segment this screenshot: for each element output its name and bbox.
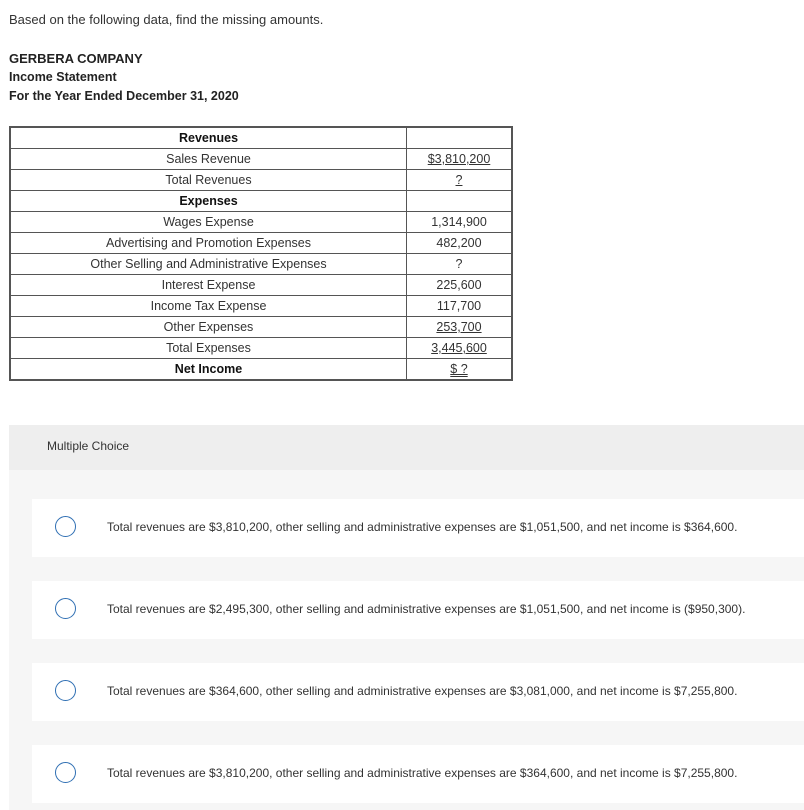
row-amount bbox=[407, 191, 513, 212]
row-amount bbox=[407, 317, 513, 338]
statement-row bbox=[10, 149, 512, 170]
amount-value: 1,314,900 bbox=[431, 215, 487, 229]
multiple-choice-label: Multiple Choice bbox=[47, 439, 130, 453]
statement-row bbox=[10, 338, 512, 359]
row-amount bbox=[407, 359, 513, 381]
row-amount bbox=[407, 254, 513, 275]
radio-button[interactable] bbox=[55, 516, 76, 537]
radio-button[interactable] bbox=[55, 762, 76, 783]
amount-value: 482,200 bbox=[436, 236, 482, 250]
row-amount bbox=[407, 212, 513, 233]
row-label: Sales Revenue bbox=[10, 149, 407, 170]
statement-row bbox=[10, 254, 512, 275]
statement-period: For the Year Ended December 31, 2020 bbox=[9, 89, 239, 103]
amount-value: $ ? bbox=[450, 362, 468, 376]
row-label: Interest Expense bbox=[10, 275, 407, 296]
choice-option[interactable] bbox=[32, 663, 804, 721]
amount-value: 253,700 bbox=[436, 320, 482, 334]
row-label: Net Income bbox=[10, 359, 407, 381]
statement-row bbox=[10, 275, 512, 296]
radio-button[interactable] bbox=[55, 598, 76, 619]
row-amount bbox=[407, 149, 513, 170]
amount-value: 225,600 bbox=[436, 278, 482, 292]
row-amount bbox=[407, 275, 513, 296]
statement-row bbox=[10, 170, 512, 191]
choice-option[interactable] bbox=[32, 745, 804, 803]
radio-button[interactable] bbox=[55, 680, 76, 701]
row-label: Expenses bbox=[10, 191, 407, 212]
multiple-choice-panel bbox=[9, 425, 804, 810]
row-label: Total Revenues bbox=[10, 170, 407, 191]
amount-value: 117,700 bbox=[436, 299, 482, 313]
row-amount bbox=[407, 170, 513, 191]
income-statement-table bbox=[9, 126, 513, 381]
row-amount bbox=[407, 338, 513, 359]
row-label: Income Tax Expense bbox=[10, 296, 407, 317]
statement-row bbox=[10, 191, 512, 212]
amount-value: ? bbox=[455, 257, 463, 271]
statement-row bbox=[10, 359, 512, 381]
amount-value: $3,810,200 bbox=[427, 152, 491, 166]
statement-row bbox=[10, 127, 512, 149]
row-label: Advertising and Promotion Expenses bbox=[10, 233, 407, 254]
statement-row bbox=[10, 317, 512, 338]
row-label: Other Expenses bbox=[10, 317, 407, 338]
choice-text: Total revenues are $3,810,200, other selling and administrative expenses are $1,051,500, and net income is $364,600. bbox=[107, 520, 738, 534]
statement-row bbox=[10, 296, 512, 317]
statement-row bbox=[10, 233, 512, 254]
statement-row bbox=[10, 212, 512, 233]
row-amount bbox=[407, 127, 513, 149]
statement-title: Income Statement bbox=[9, 70, 117, 84]
row-amount bbox=[407, 233, 513, 254]
company-name: GERBERA COMPANY bbox=[9, 51, 143, 66]
row-label: Revenues bbox=[10, 127, 407, 149]
choice-text: Total revenues are $2,495,300, other selling and administrative expenses are $1,051,500, and net income is ($950,300). bbox=[107, 602, 746, 616]
row-label: Other Selling and Administrative Expenses bbox=[10, 254, 407, 275]
question-intro: Based on the following data, find the missing amounts. bbox=[9, 12, 324, 27]
choice-text: Total revenues are $364,600, other selling and administrative expenses are $3,081,000, and net income is $7,255,800. bbox=[107, 684, 738, 698]
amount-value: 3,445,600 bbox=[431, 341, 487, 355]
choice-text: Total revenues are $3,810,200, other selling and administrative expenses are $364,600, and net income is $7,255,800. bbox=[107, 766, 738, 780]
choice-option[interactable] bbox=[32, 581, 804, 639]
row-amount bbox=[407, 296, 513, 317]
row-label: Wages Expense bbox=[10, 212, 407, 233]
row-label: Total Expenses bbox=[10, 338, 407, 359]
amount-value: ? bbox=[455, 173, 463, 187]
choice-option[interactable] bbox=[32, 499, 804, 557]
